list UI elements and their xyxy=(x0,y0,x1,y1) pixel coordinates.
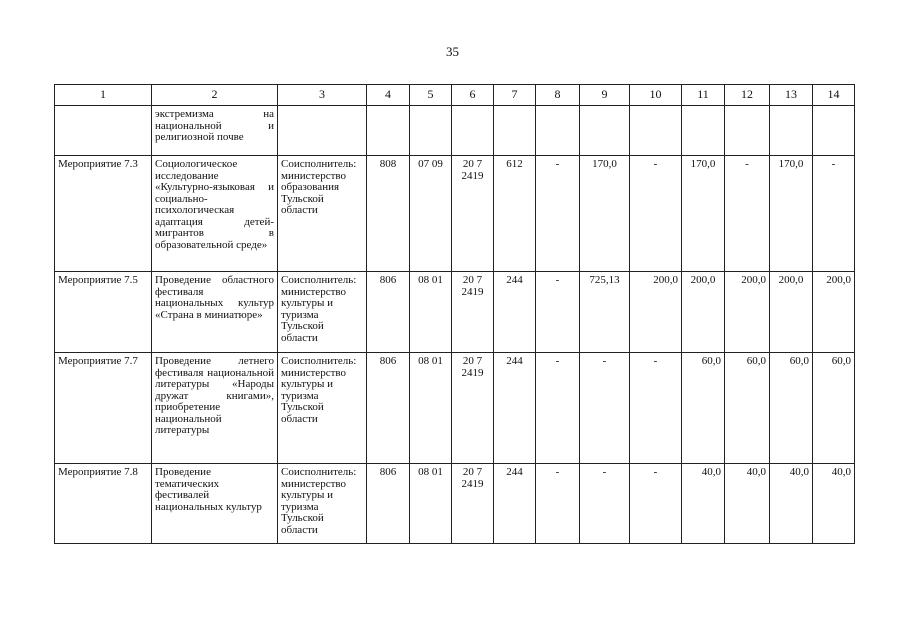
executor-cell: Соисполнитель: министерство культуры и туризма Тульской области xyxy=(278,272,367,353)
value-cell: - xyxy=(630,156,682,272)
program-table xyxy=(54,84,855,544)
header-cell: 8 xyxy=(536,85,580,106)
activity-cell: Мероприятие 7.3 xyxy=(55,156,152,272)
value-cell: - xyxy=(630,353,682,464)
table-row xyxy=(55,272,855,353)
value-cell: 60,0 xyxy=(770,353,813,464)
value-cell: - xyxy=(536,272,580,353)
description-cell: Проведение областного фестиваля национальных культур «Страна в миниатюре» xyxy=(152,272,278,353)
activity-cell: Мероприятие 7.7 xyxy=(55,353,152,464)
value-cell: 244 xyxy=(494,464,536,544)
header-cell: 1 xyxy=(55,85,152,106)
value-cell: - xyxy=(725,156,770,272)
value-cell: 200,0 xyxy=(630,272,682,353)
value-cell: 08 01 xyxy=(410,464,452,544)
header-cell: 9 xyxy=(580,85,630,106)
value-cell: 806 xyxy=(367,464,410,544)
executor-cell: Соисполнитель: министерство культуры и туризма Тульской области xyxy=(278,353,367,464)
table-row xyxy=(55,106,855,156)
value-cell: 170,0 xyxy=(770,156,813,272)
executor-cell: Соисполнитель: министерство культуры и туризма Тульской области xyxy=(278,464,367,544)
value-cell: - xyxy=(813,156,855,272)
header-row xyxy=(55,85,855,106)
header-cell: 5 xyxy=(410,85,452,106)
header-cell: 14 xyxy=(813,85,855,106)
value-cell: 40,0 xyxy=(682,464,725,544)
value-cell: 200,0 xyxy=(725,272,770,353)
value-cell: 20 7 2419 xyxy=(452,156,494,272)
value-cell: 200,0 xyxy=(770,272,813,353)
value-cell: 170,0 xyxy=(580,156,630,272)
value-cell: 725,13 xyxy=(580,272,630,353)
header-cell: 12 xyxy=(725,85,770,106)
header-cell: 13 xyxy=(770,85,813,106)
activity-cell: Мероприятие 7.5 xyxy=(55,272,152,353)
value-cell: 08 01 xyxy=(410,272,452,353)
value-cell xyxy=(813,106,855,156)
value-cell xyxy=(452,106,494,156)
table-row xyxy=(55,353,855,464)
header-cell: 3 xyxy=(278,85,367,106)
value-cell: 40,0 xyxy=(725,464,770,544)
value-cell: 806 xyxy=(367,272,410,353)
value-cell: 612 xyxy=(494,156,536,272)
value-cell: 20 7 2419 xyxy=(452,272,494,353)
value-cell xyxy=(682,106,725,156)
value-cell xyxy=(725,106,770,156)
description-cell: экстремизма на национальной и религиозной почве xyxy=(152,106,278,156)
value-cell xyxy=(536,106,580,156)
value-cell: 40,0 xyxy=(770,464,813,544)
value-cell: 60,0 xyxy=(682,353,725,464)
value-cell: 170,0 xyxy=(682,156,725,272)
value-cell: - xyxy=(536,353,580,464)
header-cell: 2 xyxy=(152,85,278,106)
value-cell: 40,0 xyxy=(813,464,855,544)
value-cell: - xyxy=(536,464,580,544)
value-cell: 200,0 xyxy=(682,272,725,353)
header-cell: 7 xyxy=(494,85,536,106)
value-cell: - xyxy=(536,156,580,272)
value-cell: - xyxy=(630,464,682,544)
executor-cell xyxy=(278,106,367,156)
header-cell: 6 xyxy=(452,85,494,106)
value-cell: 08 01 xyxy=(410,353,452,464)
value-cell: 60,0 xyxy=(813,353,855,464)
value-cell xyxy=(580,106,630,156)
value-cell: 20 7 2419 xyxy=(452,464,494,544)
value-cell xyxy=(367,106,410,156)
page-number: 35 xyxy=(446,44,459,59)
header-cell: 10 xyxy=(630,85,682,106)
header-cell: 4 xyxy=(367,85,410,106)
value-cell: 200,0 xyxy=(813,272,855,353)
value-cell: - xyxy=(580,464,630,544)
value-cell: 808 xyxy=(367,156,410,272)
value-cell: 244 xyxy=(494,353,536,464)
value-cell: 244 xyxy=(494,272,536,353)
activity-cell xyxy=(55,106,152,156)
value-cell: 60,0 xyxy=(725,353,770,464)
description-cell: Социологическое исследование «Культурно-языковая и социально-психологическая адаптация детей-мигрантов в образовательной среде» xyxy=(152,156,278,272)
value-cell xyxy=(494,106,536,156)
value-cell xyxy=(630,106,682,156)
value-cell: 806 xyxy=(367,353,410,464)
header-cell: 11 xyxy=(682,85,725,106)
description-cell: Проведение тематических фестивалей национальных культур xyxy=(152,464,278,544)
value-cell: 20 7 2419 xyxy=(452,353,494,464)
value-cell xyxy=(410,106,452,156)
executor-cell: Соисполнитель: министерство образования Тульской области xyxy=(278,156,367,272)
description-cell: Проведение летнего фестиваля национальной литературы «Народы дружат книгами», приобретение национальной литературы xyxy=(152,353,278,464)
value-cell: 07 09 xyxy=(410,156,452,272)
activity-cell: Мероприятие 7.8 xyxy=(55,464,152,544)
value-cell xyxy=(770,106,813,156)
value-cell: - xyxy=(580,353,630,464)
table-row xyxy=(55,464,855,544)
table-row xyxy=(55,156,855,272)
